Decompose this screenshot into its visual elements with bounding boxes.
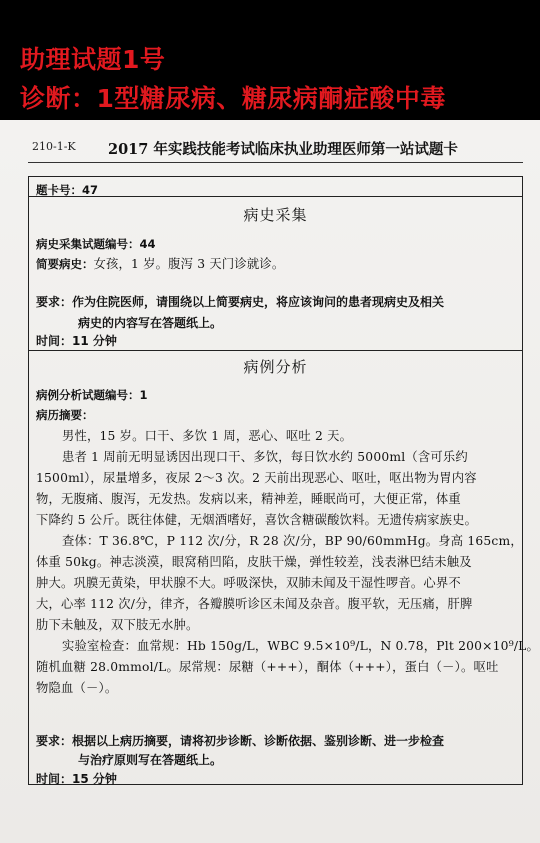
case-summary-label-text: 病历摘要： bbox=[36, 408, 94, 422]
history-time bbox=[36, 332, 117, 349]
card-number-value: 47 bbox=[82, 183, 99, 197]
history-req-label: 要求： bbox=[36, 295, 73, 309]
case-line: 大，心率 112 次/分，律齐，各瓣膜听诊区未闻及杂音。腹平软，无压痛，肝脾 bbox=[36, 597, 473, 611]
history-brief bbox=[36, 256, 284, 272]
card-number-label: 题卡号： bbox=[36, 183, 82, 197]
history-brief-label: 简要病史： bbox=[36, 257, 94, 271]
history-section-title: 病史采集 bbox=[243, 206, 308, 224]
case-line: 1500ml），尿量增多，夜尿 2～3 次。2 天前出现恶心、呕吐，呕出物为胃内容 bbox=[36, 471, 477, 485]
history-brief-value: 女孩，1 岁。腹泻 3 天门诊就诊。 bbox=[93, 257, 285, 271]
divider bbox=[28, 196, 523, 197]
case-req-label: 要求： bbox=[36, 734, 73, 748]
case-id-label: 病例分析试题编号： bbox=[36, 388, 140, 402]
sheet-code: 210-1-K bbox=[32, 140, 76, 153]
case-line: 患者 1 周前无明显诱因出现口干、多饮，每日饮水约 5000ml（含可乐约 bbox=[62, 450, 468, 464]
case-line: 肿大。巩膜无黄染，甲状腺不大。呼吸深快，双肺未闻及干湿性啰音。心界不 bbox=[36, 576, 461, 590]
case-id bbox=[36, 387, 148, 403]
case-requirement-line-1 bbox=[36, 732, 444, 749]
case-line: 肋下未触及，双下肢无水肿。 bbox=[36, 618, 199, 632]
case-req-text-1: 根据以上病历摘要，请将初步诊断、诊断依据、鉴别诊断、进一步检查 bbox=[72, 734, 445, 748]
history-time-label: 时间： bbox=[36, 334, 73, 348]
history-req-text-1: 作为住院医师，请围绕以上简要病史，将应该询问的患者现病史及相关 bbox=[72, 295, 445, 309]
case-line: 下降约 5 公斤。既往体健，无烟酒嗜好，喜饮含糖碳酸饮料。无遗传病家族史。 bbox=[36, 513, 478, 527]
case-line: 体重 50kg。神志淡漠，眼窝稍凹陷，皮肤干燥，弹性较差，浅表淋巴结未触及 bbox=[36, 555, 472, 569]
sheet-title: 2017 年实践技能考试临床执业助理医师第一站试题卡 bbox=[108, 141, 458, 158]
case-line: 物隐血（－）。 bbox=[36, 681, 118, 695]
history-id-label: 病史采集试题编号： bbox=[36, 237, 140, 251]
video-banner bbox=[0, 0, 540, 120]
case-requirement-line-2: 与治疗原则写在答题纸上。 bbox=[78, 753, 223, 767]
history-time-value: 11 分钟 bbox=[72, 334, 117, 348]
case-line: 男性，15 岁。口干、多饮 1 周，恶心、呕吐 2 天。 bbox=[62, 429, 353, 443]
case-line: 物，无腹痛、腹泻，无发热。发病以来，精神差，睡眠尚可，大便正常，体重 bbox=[36, 492, 461, 506]
case-line: 随机血糖 28.0mmol/L。尿常规：尿糖（+++），酮体（+++），蛋白（－）。呕吐 bbox=[36, 660, 499, 674]
banner-title: 助理试题1号 bbox=[20, 45, 166, 74]
case-time bbox=[36, 770, 117, 787]
case-line: 实验室检查：血常规：Hb 150g/L，WBC 9.5×10⁹/L，N 0.78，Plt 200×10⁹/L。 bbox=[62, 639, 540, 653]
banner-diagnosis: 诊断：1型糖尿病、糖尿病酮症酸中毒 bbox=[20, 84, 446, 113]
history-requirement-line-1 bbox=[36, 293, 444, 310]
case-time-value: 15 分钟 bbox=[72, 772, 117, 786]
sheet-header bbox=[28, 138, 523, 163]
history-requirement-line-2: 病史的内容写在答题纸上。 bbox=[78, 316, 223, 330]
case-line: 查体：T 36.8℃，P 112 次/分，R 28 次/分，BP 90/60mmHg。身高 165cm， bbox=[62, 534, 523, 548]
divider bbox=[28, 350, 523, 351]
case-time-label: 时间： bbox=[36, 772, 73, 786]
case-section-title: 病例分析 bbox=[243, 358, 308, 376]
case-summary-label bbox=[36, 407, 94, 423]
history-id bbox=[36, 236, 156, 252]
history-id-value: 44 bbox=[139, 237, 156, 251]
case-id-value: 1 bbox=[139, 388, 148, 402]
